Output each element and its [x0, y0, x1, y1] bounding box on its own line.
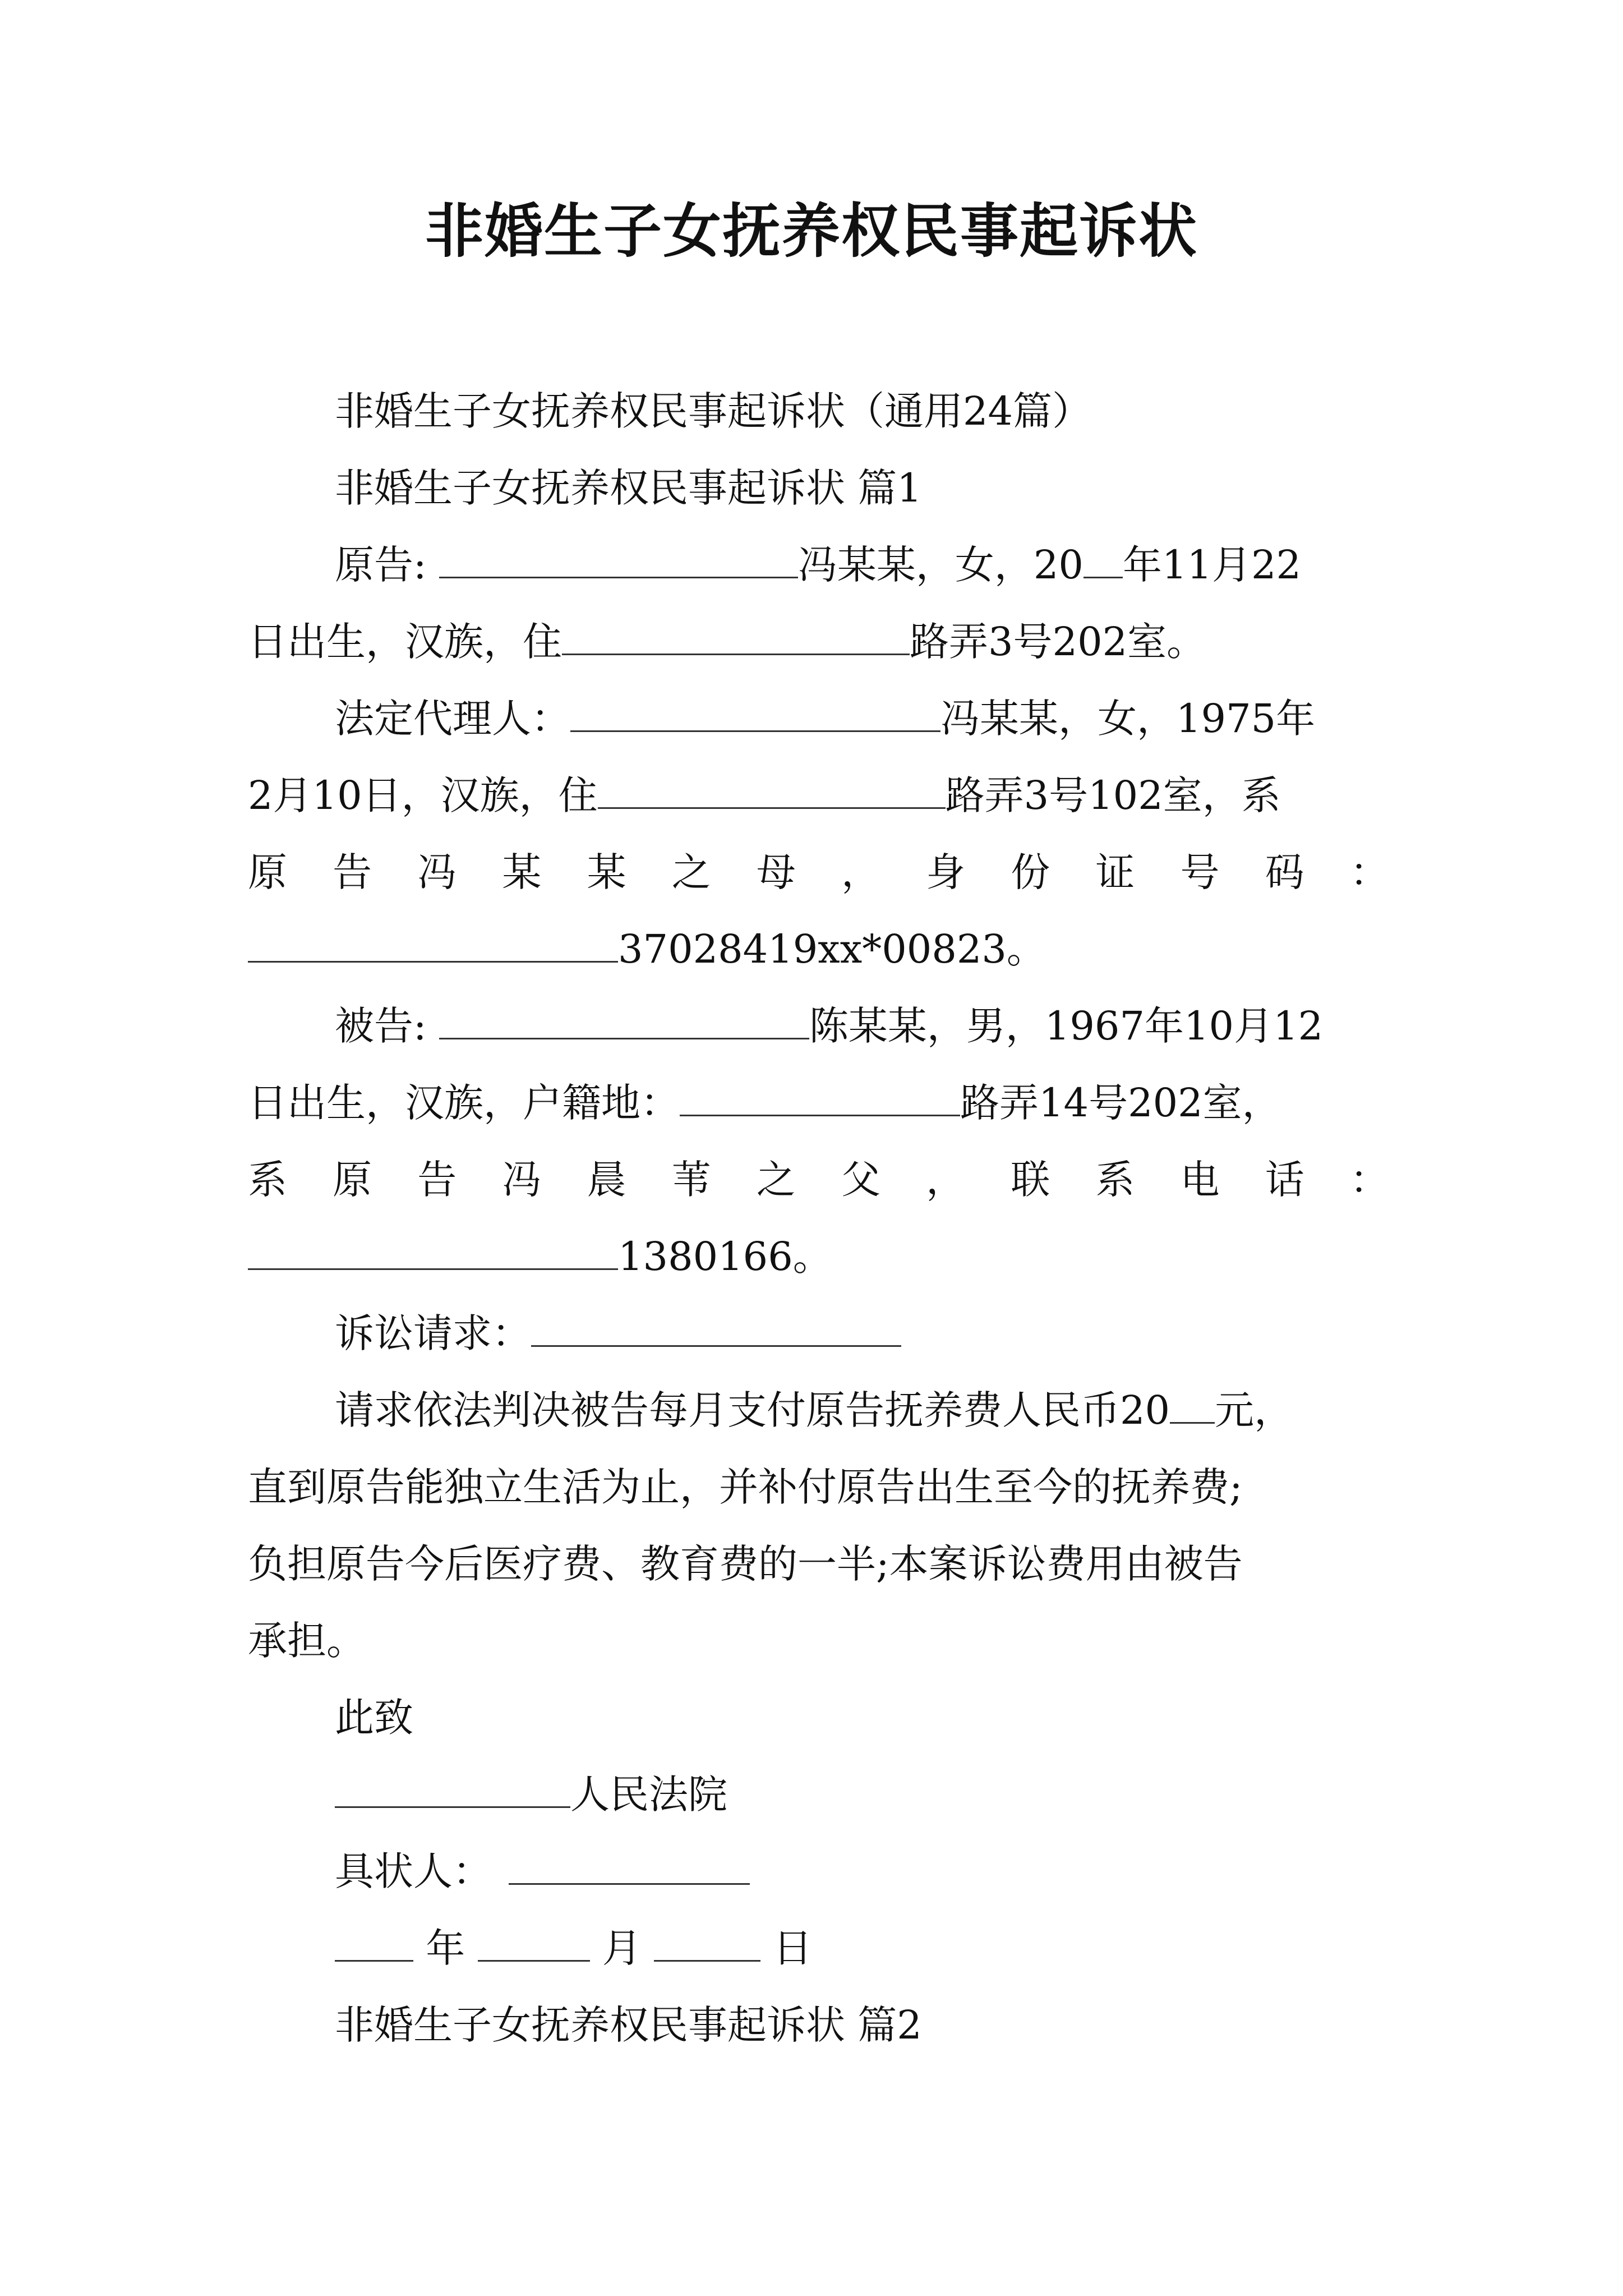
defendant-char: ， — [926, 1157, 966, 1203]
plaintiff-label: 原告: — [335, 542, 427, 588]
month-label: 月 — [602, 1925, 642, 1971]
defendant-line-3 — [248, 1142, 1389, 1218]
defendant-char: 晨 — [587, 1157, 626, 1203]
plaintiff-line2-b: 路弄3号202室。 — [910, 619, 1206, 665]
guardian-line-1 — [248, 680, 1389, 757]
claims-line1-a: 请求依法判决被告每月支付原告抚养费人民币20 — [335, 1387, 1170, 1433]
court-name: 人民法院 — [570, 1772, 727, 1818]
guardian-id-number: 37028419xx*00823。 — [618, 926, 1046, 972]
defendant-char: 联 — [1011, 1157, 1050, 1203]
defendant-line-1 — [248, 988, 1389, 1065]
plaintiff-line2-a: 日出生，汉族，住 — [248, 619, 562, 665]
claims-label-line — [248, 1295, 1389, 1372]
month-blank — [478, 1921, 590, 1962]
defendant-char: 系 — [248, 1157, 287, 1203]
claims-line1-b: 元， — [1215, 1387, 1294, 1433]
defendant-char: 之 — [756, 1157, 796, 1203]
guardian-char: 身 — [926, 849, 966, 895]
defendant-char: 话 — [1265, 1157, 1304, 1203]
guardian-char: 原 — [248, 849, 287, 895]
plaintiff-text-a: 冯某某，女，20 — [797, 542, 1083, 588]
defendant-text-a: 陈某某，男，1967年10月12 — [809, 1003, 1324, 1049]
plaintiff-line-1 — [248, 527, 1389, 604]
plaintiff-year-blank — [1083, 537, 1123, 578]
defendant-phone-blank — [248, 1229, 618, 1270]
court-line — [248, 1756, 1389, 1833]
claims-label: 诉讼请求： — [335, 1310, 531, 1356]
claims-line-4: 承担。 — [248, 1618, 366, 1664]
claims-line-3: 负担原告今后医疗费、教育费的一半;本案诉讼费用由被告 — [248, 1541, 1243, 1587]
salutation: 此致 — [335, 1695, 413, 1741]
day-label: 日 — [773, 1925, 813, 1971]
guardian-id-blank — [248, 922, 618, 963]
guardian-char: 证 — [1095, 849, 1135, 895]
document-title: 非婚生子女抚养权民事起诉状 — [425, 196, 1198, 265]
defendant-phone: 1380166。 — [618, 1234, 832, 1280]
guardian-line2-b: 路弄3号102室，系 — [945, 772, 1281, 818]
guardian-char: ， — [841, 849, 880, 895]
date-line — [248, 1910, 1389, 1987]
defendant-address-blank — [680, 1075, 960, 1116]
defendant-char: 系 — [1095, 1157, 1135, 1203]
guardian-blank — [570, 691, 940, 732]
guardian-line2-a: 2月10日，汉族，住 — [248, 772, 598, 818]
plaintiff-address-blank — [562, 614, 910, 655]
plaintiff-text-b: 年11月22 — [1122, 542, 1302, 588]
guardian-char: 某 — [587, 849, 626, 895]
document-subtitle: 非婚生子女抚养权民事起诉状（通用24篇） — [335, 388, 1092, 434]
signer-line — [248, 1833, 1389, 1910]
guardian-line-2 — [248, 757, 1389, 834]
section-heading-2: 非婚生子女抚养权民事起诉状 篇2 — [335, 2002, 922, 2048]
plaintiff-blank — [439, 537, 798, 578]
defendant-char: 冯 — [502, 1157, 542, 1203]
guardian-char: 告 — [333, 849, 372, 895]
guardian-char: 母 — [756, 849, 796, 895]
guardian-char: 某 — [502, 849, 542, 895]
day-blank — [654, 1921, 760, 1962]
guardian-char: 冯 — [417, 849, 457, 895]
claims-line-2: 直到原告能独立生活为止，并补付原告出生至今的抚养费; — [248, 1464, 1243, 1510]
defendant-line2-b: 路弄14号202室， — [960, 1080, 1281, 1126]
guardian-address-blank — [598, 768, 946, 809]
guardian-char: ： — [1349, 849, 1389, 895]
document-body — [248, 373, 1389, 2064]
section-heading-1: 非婚生子女抚养权民事起诉状 篇1 — [335, 465, 922, 511]
defendant-char: 父 — [841, 1157, 880, 1203]
signer-label: 具状人： — [335, 1848, 492, 1894]
defendant-line-4 — [248, 1218, 1389, 1295]
defendant-line-2 — [248, 1065, 1389, 1142]
defendant-char: 告 — [417, 1157, 457, 1203]
defendant-label: 被告: — [335, 1003, 427, 1049]
defendant-char: 原 — [333, 1157, 372, 1203]
guardian-label: 法定代理人： — [335, 696, 570, 742]
guardian-char: 号 — [1180, 849, 1220, 895]
year-label: 年 — [426, 1925, 465, 1971]
defendant-char: 电 — [1180, 1157, 1220, 1203]
claims-amount-blank — [1170, 1383, 1215, 1424]
defendant-char: 苇 — [671, 1157, 711, 1203]
guardian-line-3 — [248, 834, 1389, 911]
defendant-line2-a: 日出生，汉族，户籍地： — [248, 1080, 680, 1126]
guardian-char: 码 — [1265, 849, 1304, 895]
claims-blank — [531, 1306, 901, 1347]
court-blank — [335, 1767, 570, 1808]
signer-blank — [509, 1844, 750, 1885]
year-blank — [335, 1921, 413, 1962]
guardian-char: 份 — [1011, 849, 1050, 895]
guardian-line-4 — [248, 911, 1389, 988]
guardian-text-a: 冯某某，女，1975年 — [940, 696, 1316, 742]
claims-line-1 — [248, 1372, 1389, 1449]
plaintiff-line-2 — [248, 604, 1389, 680]
defendant-blank — [439, 999, 809, 1039]
defendant-char: ： — [1349, 1157, 1389, 1203]
guardian-char: 之 — [671, 849, 711, 895]
